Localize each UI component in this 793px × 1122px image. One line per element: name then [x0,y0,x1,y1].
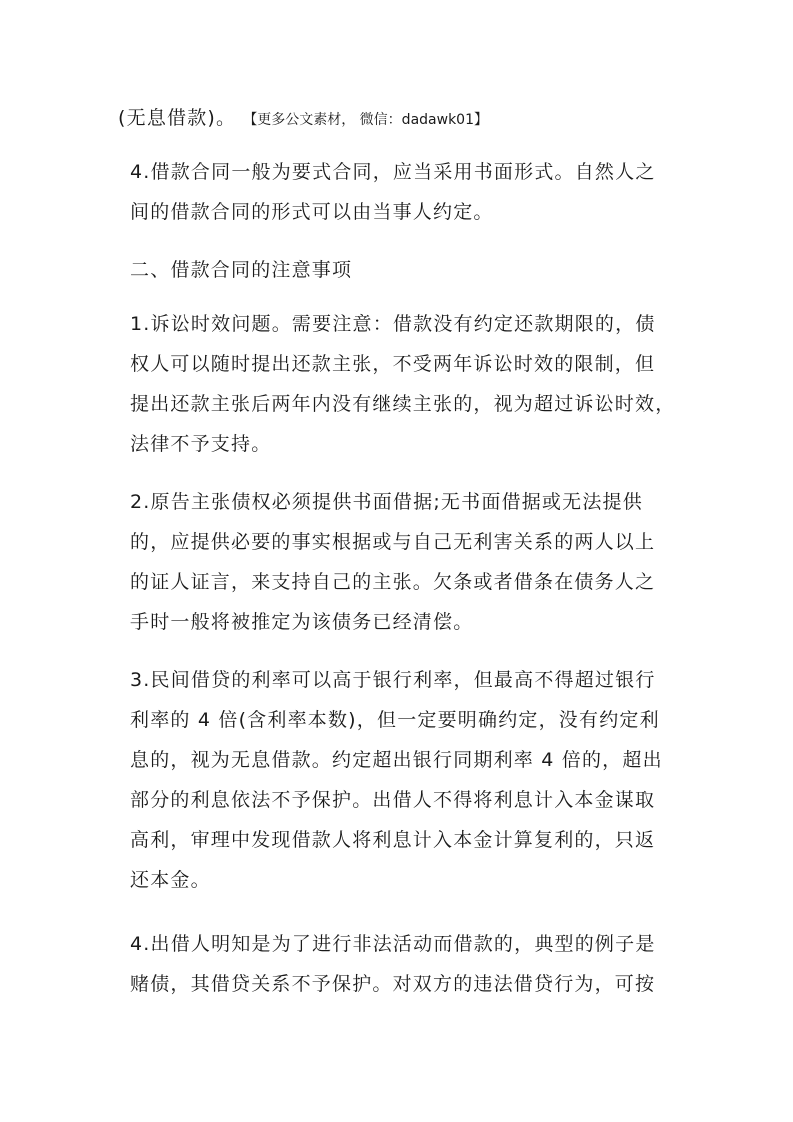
paragraph-line: 权人可以随时提出还款主张，不受两年诉讼时效的限制，但 [130,353,656,375]
paragraph-statute-limitations [118,304,690,464]
paragraph-illegal-purpose [118,924,690,1004]
paragraph-line: 4.借款合同一般为要式合同，应当采用书面形式。自然人之 [130,161,656,183]
paragraph-line: 间的借款合同的形式可以由当事人约定。 [130,201,494,223]
promo-text: 【更多公文素材， 微信：dadawk01】 [250,112,488,128]
paragraph-line: 1.诉讼时效问题。需要注意：借款没有约定还款期限的，债 [130,313,656,335]
paragraph-line: 还本金。 [130,869,211,891]
section-heading [118,250,690,290]
paragraph-line: 赌债，其借贷关系不予保护。对双方的违法借贷行为，可按 [130,973,656,995]
paragraph-contract-form [118,152,690,232]
paragraph-interest-rate [118,660,690,900]
paragraph-line: 手时一般将被推定为该债务已经清偿。 [130,611,474,633]
paragraph-line: 的，应提供必要的事实根据或与自己无利害关系的两人以上 [130,531,656,553]
paragraph-line: 法律不予支持。 [130,433,272,455]
paragraph-line: 4.出借人明知是为了进行非法活动而借款的，典型的例子是 [130,933,656,955]
paragraph-line: 3.民间借贷的利率可以高于银行利率，但最高不得超过银行 [130,669,656,691]
paragraph-line: 高利，审理中发现借款人将利息计入本金计算复利的，只返 [130,829,656,851]
paragraph-written-evidence [118,482,690,642]
paragraph-line: 2.原告主张债权必须提供书面借据;无书面借据或无法提供 [130,491,643,513]
intro-line [118,98,678,140]
paragraph-line: 部分的利息依法不予保护。出借人不得将利息计入本金谋取 [130,789,656,811]
paragraph-line: 的证人证言，来支持自己的主张。欠条或者借条在债务人之 [130,571,656,593]
paragraph-line: 息的，视为无息借款。约定超出银行同期利率 4 倍的，超出 [130,749,663,771]
paragraph-line: 利率的 4 倍(含利率本数)，但一定要明确约定，没有约定利 [130,709,660,731]
section-heading-text: 二、借款合同的注意事项 [130,259,353,281]
paragraph-line: 提出还款主张后两年内没有继续主张的，视为超过诉讼时效， [130,393,676,415]
intro-text: (无息借款)。 [118,107,237,129]
